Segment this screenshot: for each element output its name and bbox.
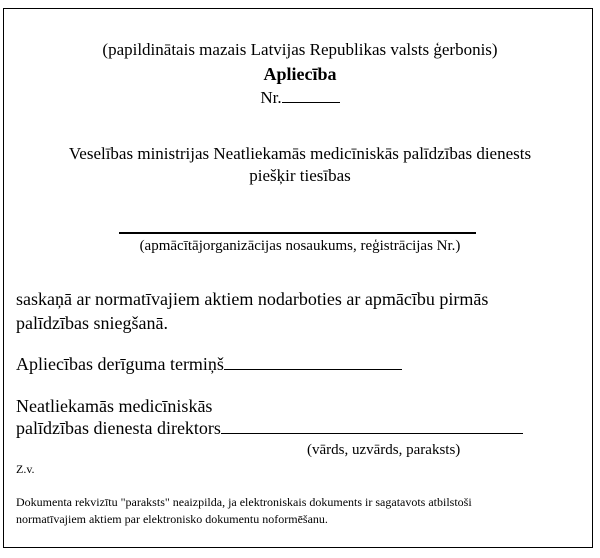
footnote-line-1: Dokumenta rekvizītu "paraksts" neaizpilda, ja elektroniskais dokuments ir sagatavots atbilstoši — [16, 495, 472, 509]
director-line-1: Neatliekamās medicīniskās — [16, 396, 213, 416]
organization-caption: (apmācītājorganizācijas nosaukums, reģistrācijas Nr.) — [139, 238, 461, 254]
organization-blank-line — [119, 232, 476, 234]
authorization-line-1: saskaņā ar normatīvajiem aktiem nodarboties ar apmācību pirmās — [16, 289, 489, 309]
issuer-line-2: piešķir tiesības — [249, 166, 351, 185]
seal-abbreviation: Z.v. — [16, 462, 35, 476]
director-caption: (vārds, uzvārds, paraksts) — [307, 442, 461, 458]
validity-blank-line — [224, 355, 402, 370]
authorization-line-2: palīdzības sniegšanā. — [16, 313, 168, 333]
issuer-line-1: Veselības ministrijas Neatliekamās medicīniskās palīdzības dienests — [68, 144, 532, 163]
director-field: palīdzības dienesta direktors — [16, 418, 523, 439]
certificate-number: Nr. — [0, 88, 600, 108]
footnote-line-2: normatīvajiem aktiem par elektronisko dokumentu noformēšanu. — [16, 512, 328, 526]
director-signature-line — [221, 419, 523, 434]
validity-field: Apliecības derīguma termiņš — [16, 354, 402, 375]
number-blank-line — [282, 88, 340, 103]
certificate-title: Apliecība — [263, 64, 337, 84]
coat-of-arms-note: (papildinātais mazais Latvijas Republikas valsts ģerbonis) — [102, 40, 498, 59]
